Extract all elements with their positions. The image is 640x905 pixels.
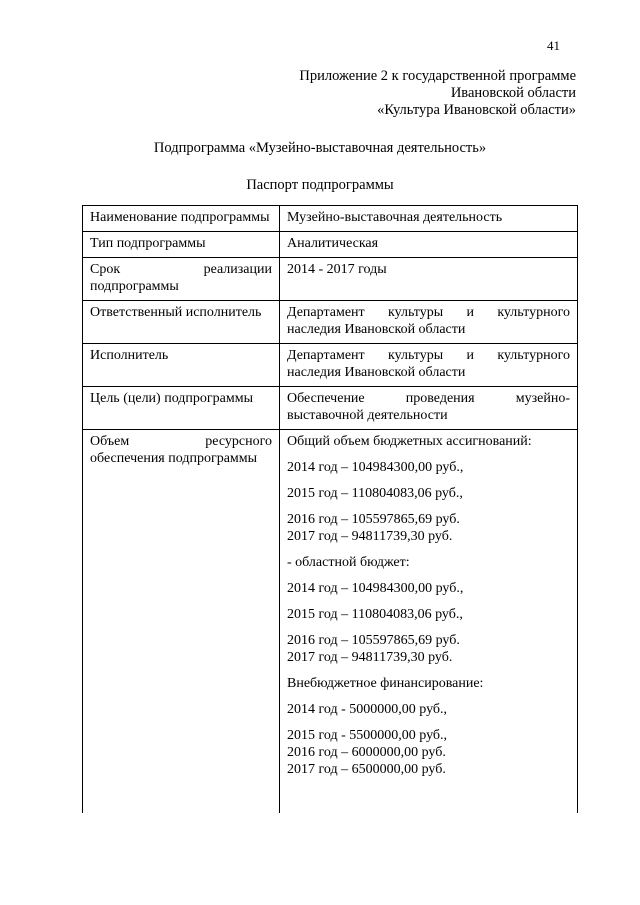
- extra-heading: Внебюджетное финансирование:: [287, 676, 484, 691]
- responsible-word: культуры: [387, 305, 444, 320]
- passport-title: Паспорт подпрограммы: [246, 177, 394, 193]
- finance-line: 2014 год - 5000000,00 руб.,: [287, 702, 448, 717]
- table-row: [83, 344, 578, 387]
- resources-label-word: ресурсного: [205, 434, 272, 449]
- finance-line: 2017 год – 6500000,00 руб.: [287, 762, 446, 777]
- row-label-executor: Исполнитель: [83, 344, 280, 387]
- appendix-line: Приложение 2 к государственной программе: [299, 68, 576, 84]
- executor-word: культурного: [497, 348, 570, 363]
- finance-line: 2015 год – 110804083,06 руб.,: [287, 607, 463, 622]
- row-value-responsible: [280, 301, 578, 344]
- executor-word: культуры: [387, 348, 444, 363]
- table-row: [83, 387, 578, 430]
- responsible-word: наследия Ивановской области: [287, 322, 466, 337]
- passport-table: [82, 205, 578, 813]
- goal-word: Обеспечение: [287, 391, 365, 406]
- row-value-type: Аналитическая: [280, 232, 578, 258]
- table-row: [83, 232, 578, 258]
- finance-line: 2014 год – 104984300,00 руб.,: [287, 581, 464, 596]
- term-label-word: Срок: [90, 262, 121, 277]
- row-label-goal: Цель (цели) подпрограммы: [83, 387, 280, 430]
- executor-word: и: [466, 348, 474, 363]
- row-value-executor: [280, 344, 578, 387]
- goal-word: выставочной деятельности: [287, 408, 448, 423]
- executor-word: Департамент: [287, 348, 365, 363]
- responsible-word: Департамент: [287, 305, 365, 320]
- row-label-responsible: Ответственный исполнитель: [83, 301, 280, 344]
- appendix-line: «Культура Ивановской области»: [377, 102, 576, 118]
- finance-line: 2017 год – 94811739,30 руб.: [287, 650, 453, 665]
- appendix-line: Ивановской области: [450, 85, 576, 101]
- finance-line: 2014 год – 104984300,00 руб.,: [287, 460, 464, 475]
- resources-label-word: Объем: [90, 434, 130, 449]
- term-label-word: реализации: [203, 262, 272, 277]
- row-value-name: Музейно-выставочная деятельность: [280, 206, 578, 232]
- row-value-term: 2014 - 2017 годы: [280, 258, 578, 301]
- responsible-word: и: [466, 305, 474, 320]
- row-value-goal: [280, 387, 578, 430]
- term-label-word: подпрограммы: [90, 279, 179, 294]
- row-label-name: Наименование подпрограммы: [83, 206, 280, 232]
- row-label-resources: [83, 430, 280, 814]
- goal-word: музейно-: [515, 391, 570, 406]
- appendix-header: [299, 68, 576, 119]
- responsible-word: культурного: [497, 305, 570, 320]
- finance-line: 2015 год – 110804083,06 руб.,: [287, 486, 463, 501]
- finance-line: 2016 год – 105597865,69 руб.: [287, 512, 460, 527]
- finance-line: 2015 год - 5500000,00 руб.,: [287, 728, 448, 743]
- table-row: [83, 301, 578, 344]
- table-row: [83, 430, 578, 814]
- row-value-resources: [280, 430, 578, 814]
- page-number: 41: [547, 38, 560, 53]
- row-label-type: Тип подпрограммы: [83, 232, 280, 258]
- finance-line: 2016 год – 105597865,69 руб.: [287, 633, 460, 648]
- finance-line: 2017 год – 94811739,30 руб.: [287, 529, 453, 544]
- table-row: [83, 206, 578, 232]
- row-label-term: [83, 258, 280, 301]
- resources-label-word: обеспечения подпрограммы: [90, 451, 258, 466]
- executor-word: наследия Ивановской области: [287, 365, 466, 380]
- regional-heading: - областной бюджет:: [287, 555, 410, 570]
- table-row: [83, 258, 578, 301]
- finance-line: 2016 год – 6000000,00 руб.: [287, 745, 446, 760]
- total-heading: Общий объем бюджетных ассигнований:: [287, 434, 532, 449]
- subprogram-title: Подпрограмма «Музейно-выставочная деятельность»: [153, 140, 487, 156]
- goal-word: проведения: [405, 391, 475, 406]
